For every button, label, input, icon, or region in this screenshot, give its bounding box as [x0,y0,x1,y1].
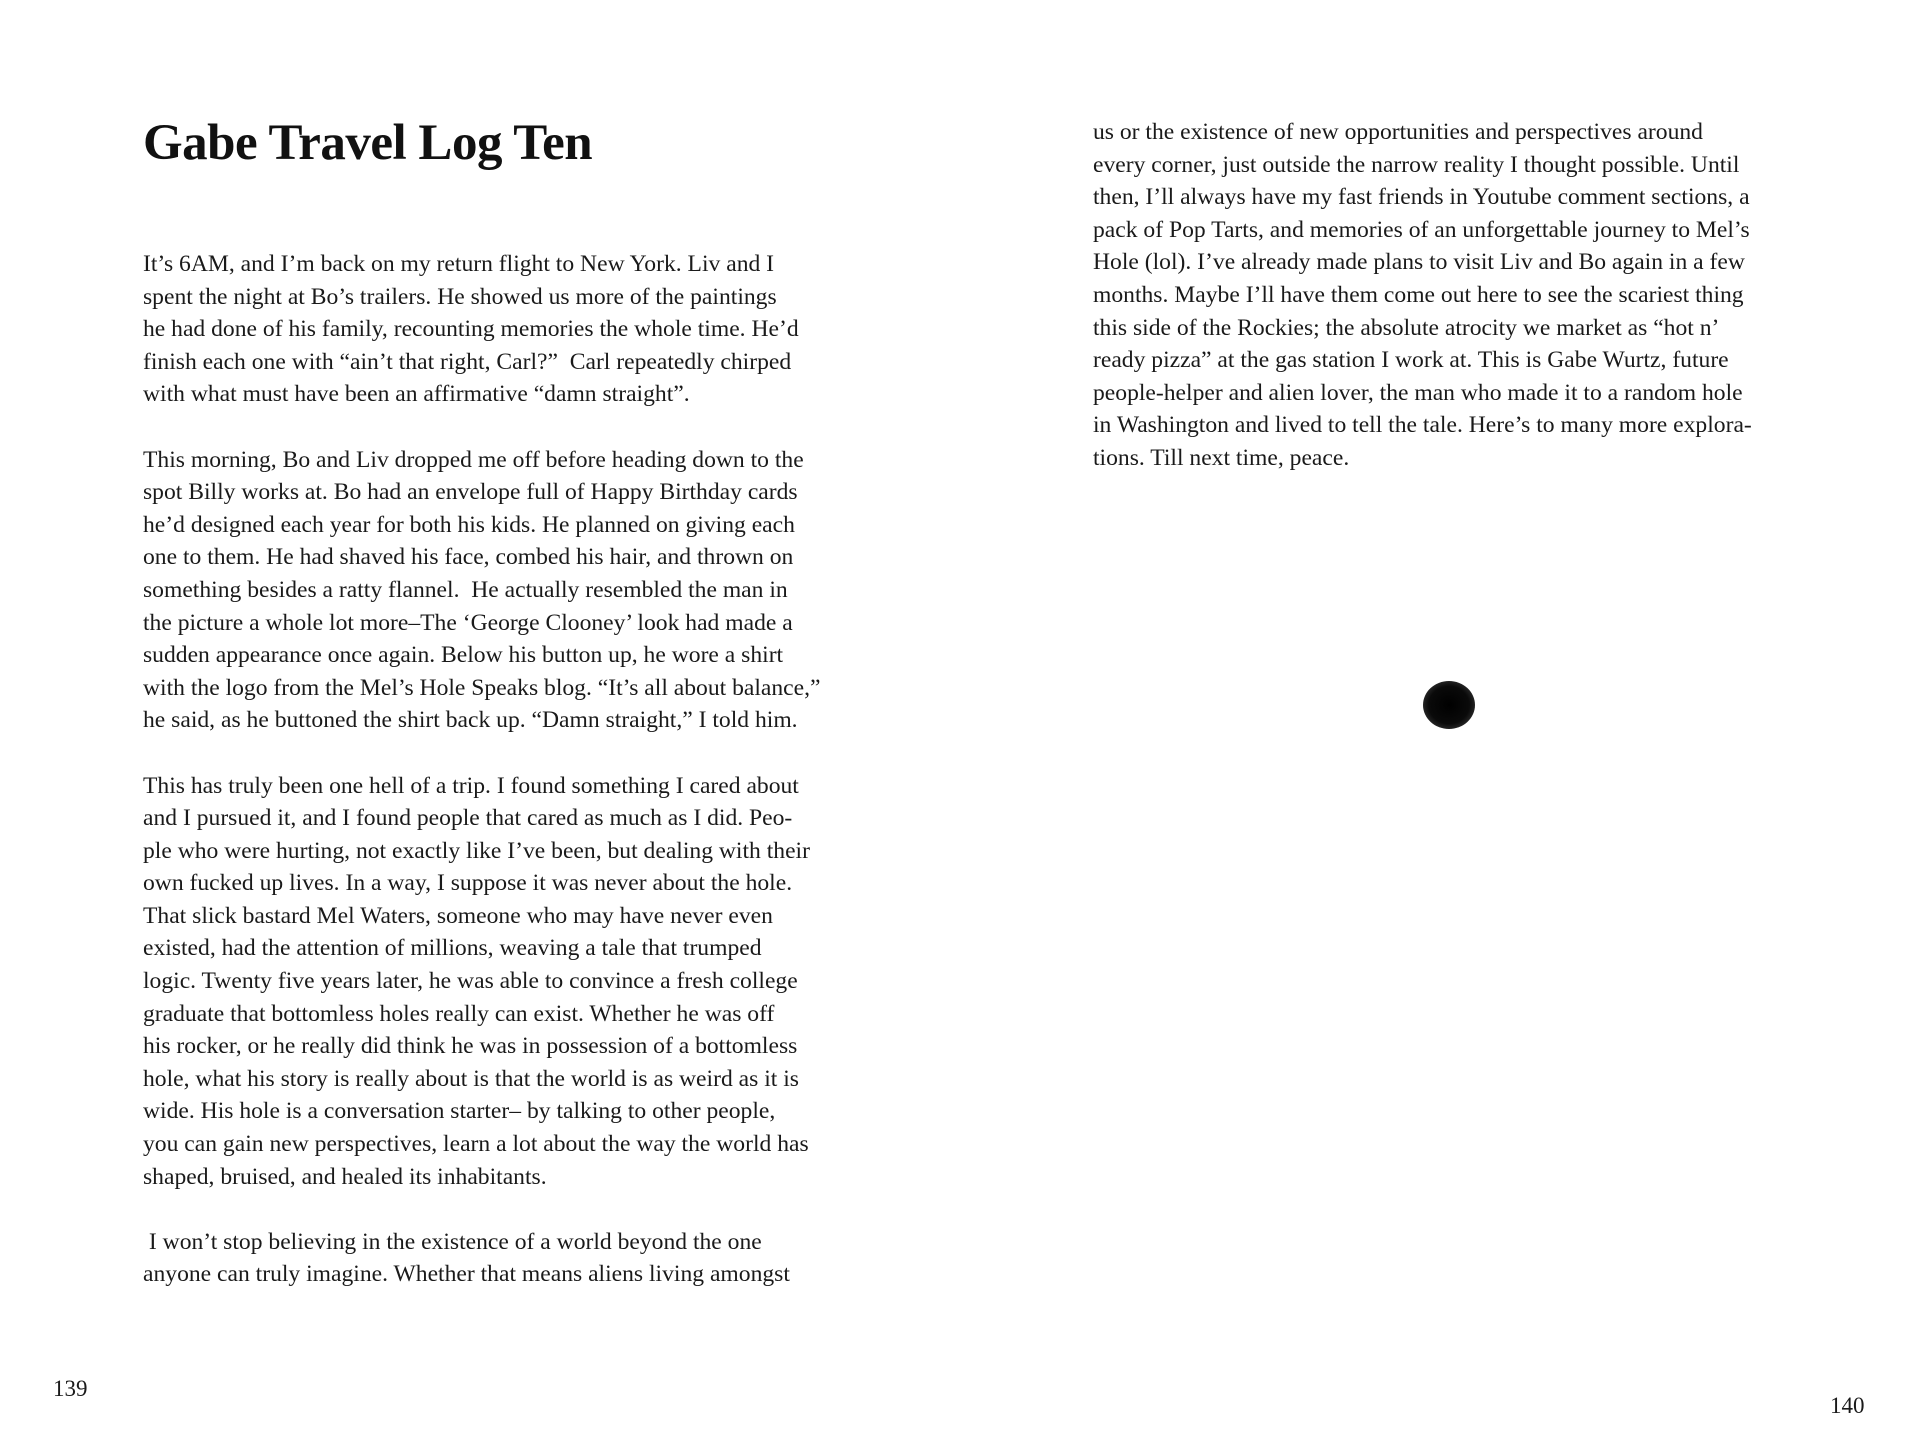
text-line: he had done of his family, recounting memories the whole time. He’d [143,316,799,343]
text-line: months. Maybe I’ll have them come out here to see the scariest thing [1093,281,1744,308]
paragraph [143,770,863,1194]
text-line: own fucked up lives. In a way, I suppose it was never about the hole. [143,870,793,897]
paragraph [143,444,863,737]
text-line: you can gain new perspectives, learn a lot about the way the world has [143,1131,809,1158]
text-line: finish each one with “ain’t that right, Carl?” Carl repeatedly chirped [143,348,792,375]
text-line: this side of the Rockies; the absolute atrocity we market as “hot n’ [1093,314,1720,341]
text-line: wide. His hole is a conversation starter– by talking to other people, [143,1098,776,1125]
text-line: pack of Pop Tarts, and memories of an unforgettable journey to Mel’s [1093,216,1750,243]
text-line: shaped, bruised, and healed its inhabitants. [143,1163,547,1190]
text-line: anyone can truly imagine. Whether that means aliens living amongst [143,1261,790,1288]
page-number: 139 [53,1376,88,1401]
text-line: tions. Till next time, peace. [1093,444,1350,471]
text-line: and I pursued it, and I found people that cared as much as I did. Peo- [143,805,793,832]
text-line: spent the night at Bo’s trailers. He showed us more of the paintings [143,283,777,310]
text-line: then, I’ll always have my fast friends in Youtube comment sections, a [1093,184,1750,211]
text-line: Hole (lol). I’ve already made plans to visit Liv and Bo again in a few [1093,249,1745,276]
text-line: his rocker, or he really did think he was in possession of a bottomless [143,1033,798,1060]
text-line: This morning, Bo and Liv dropped me off before heading down to the [143,446,804,473]
text-line: logic. Twenty five years later, he was able to convince a fresh college [143,968,798,995]
text-line: ready pizza” at the gas station I work at. This is Gabe Wurtz, future [1093,347,1729,374]
paragraph [143,248,863,411]
right-page [960,0,1920,1440]
text-line: in Washington and lived to tell the tale. Here’s to many more explora- [1093,412,1752,439]
right-body-text [1093,116,1813,507]
text-line: something besides a ratty flannel. He actually resembled the man in [143,576,788,603]
text-line: That slick bastard Mel Waters, someone who may have never even [143,902,773,929]
text-line: the picture a whole lot more–The ‘George Clooney’ look had made a [143,609,793,636]
text-line: every corner, just outside the narrow reality I thought possible. Until [1093,151,1740,178]
text-line: with the logo from the Mel’s Hole Speaks blog. “It’s all about balance,” [143,674,821,701]
page-title: Gabe Travel Log Ten [143,115,593,171]
text-line: us or the existence of new opportunities and perspectives around [1093,119,1703,145]
black-hole-dot-illustration [1423,681,1475,729]
text-line: hole, what his story is really about is that the world is as weird as it is [143,1065,799,1092]
text-line: one to them. He had shaved his face, combed his hair, and thrown on [143,544,794,571]
left-body-text [143,248,863,1324]
text-line: This has truly been one hell of a trip. I found something I cared about [143,772,799,799]
paragraph [143,1226,863,1291]
text-line: It’s 6AM, and I’m back on my return flight to New York. Liv and I [143,251,775,277]
text-line: ple who were hurting, not exactly like I’ve been, but dealing with their [143,837,810,864]
text-line: sudden appearance once again. Below his button up, he wore a shirt [143,642,784,669]
text-line: with what must have been an affirmative “damn straight”. [143,381,690,408]
text-line: existed, had the attention of millions, weaving a tale that trumped [143,935,762,962]
text-line: graduate that bottomless holes really can exist. Whether he was off [143,1000,775,1027]
text-line: spot Billy works at. Bo had an envelope full of Happy Birthday cards [143,479,798,506]
text-line: he’d designed each year for both his kids. He planned on giving each [143,511,795,538]
text-line: people-helper and alien lover, the man who made it to a random hole [1093,379,1743,406]
paragraph [1093,116,1813,475]
text-line: I won’t stop believing in the existence of a world beyond the one [143,1228,762,1255]
text-line: he said, as he buttoned the shirt back up. “Damn straight,” I told him. [143,707,798,734]
page-number: 140 [1830,1393,1865,1418]
